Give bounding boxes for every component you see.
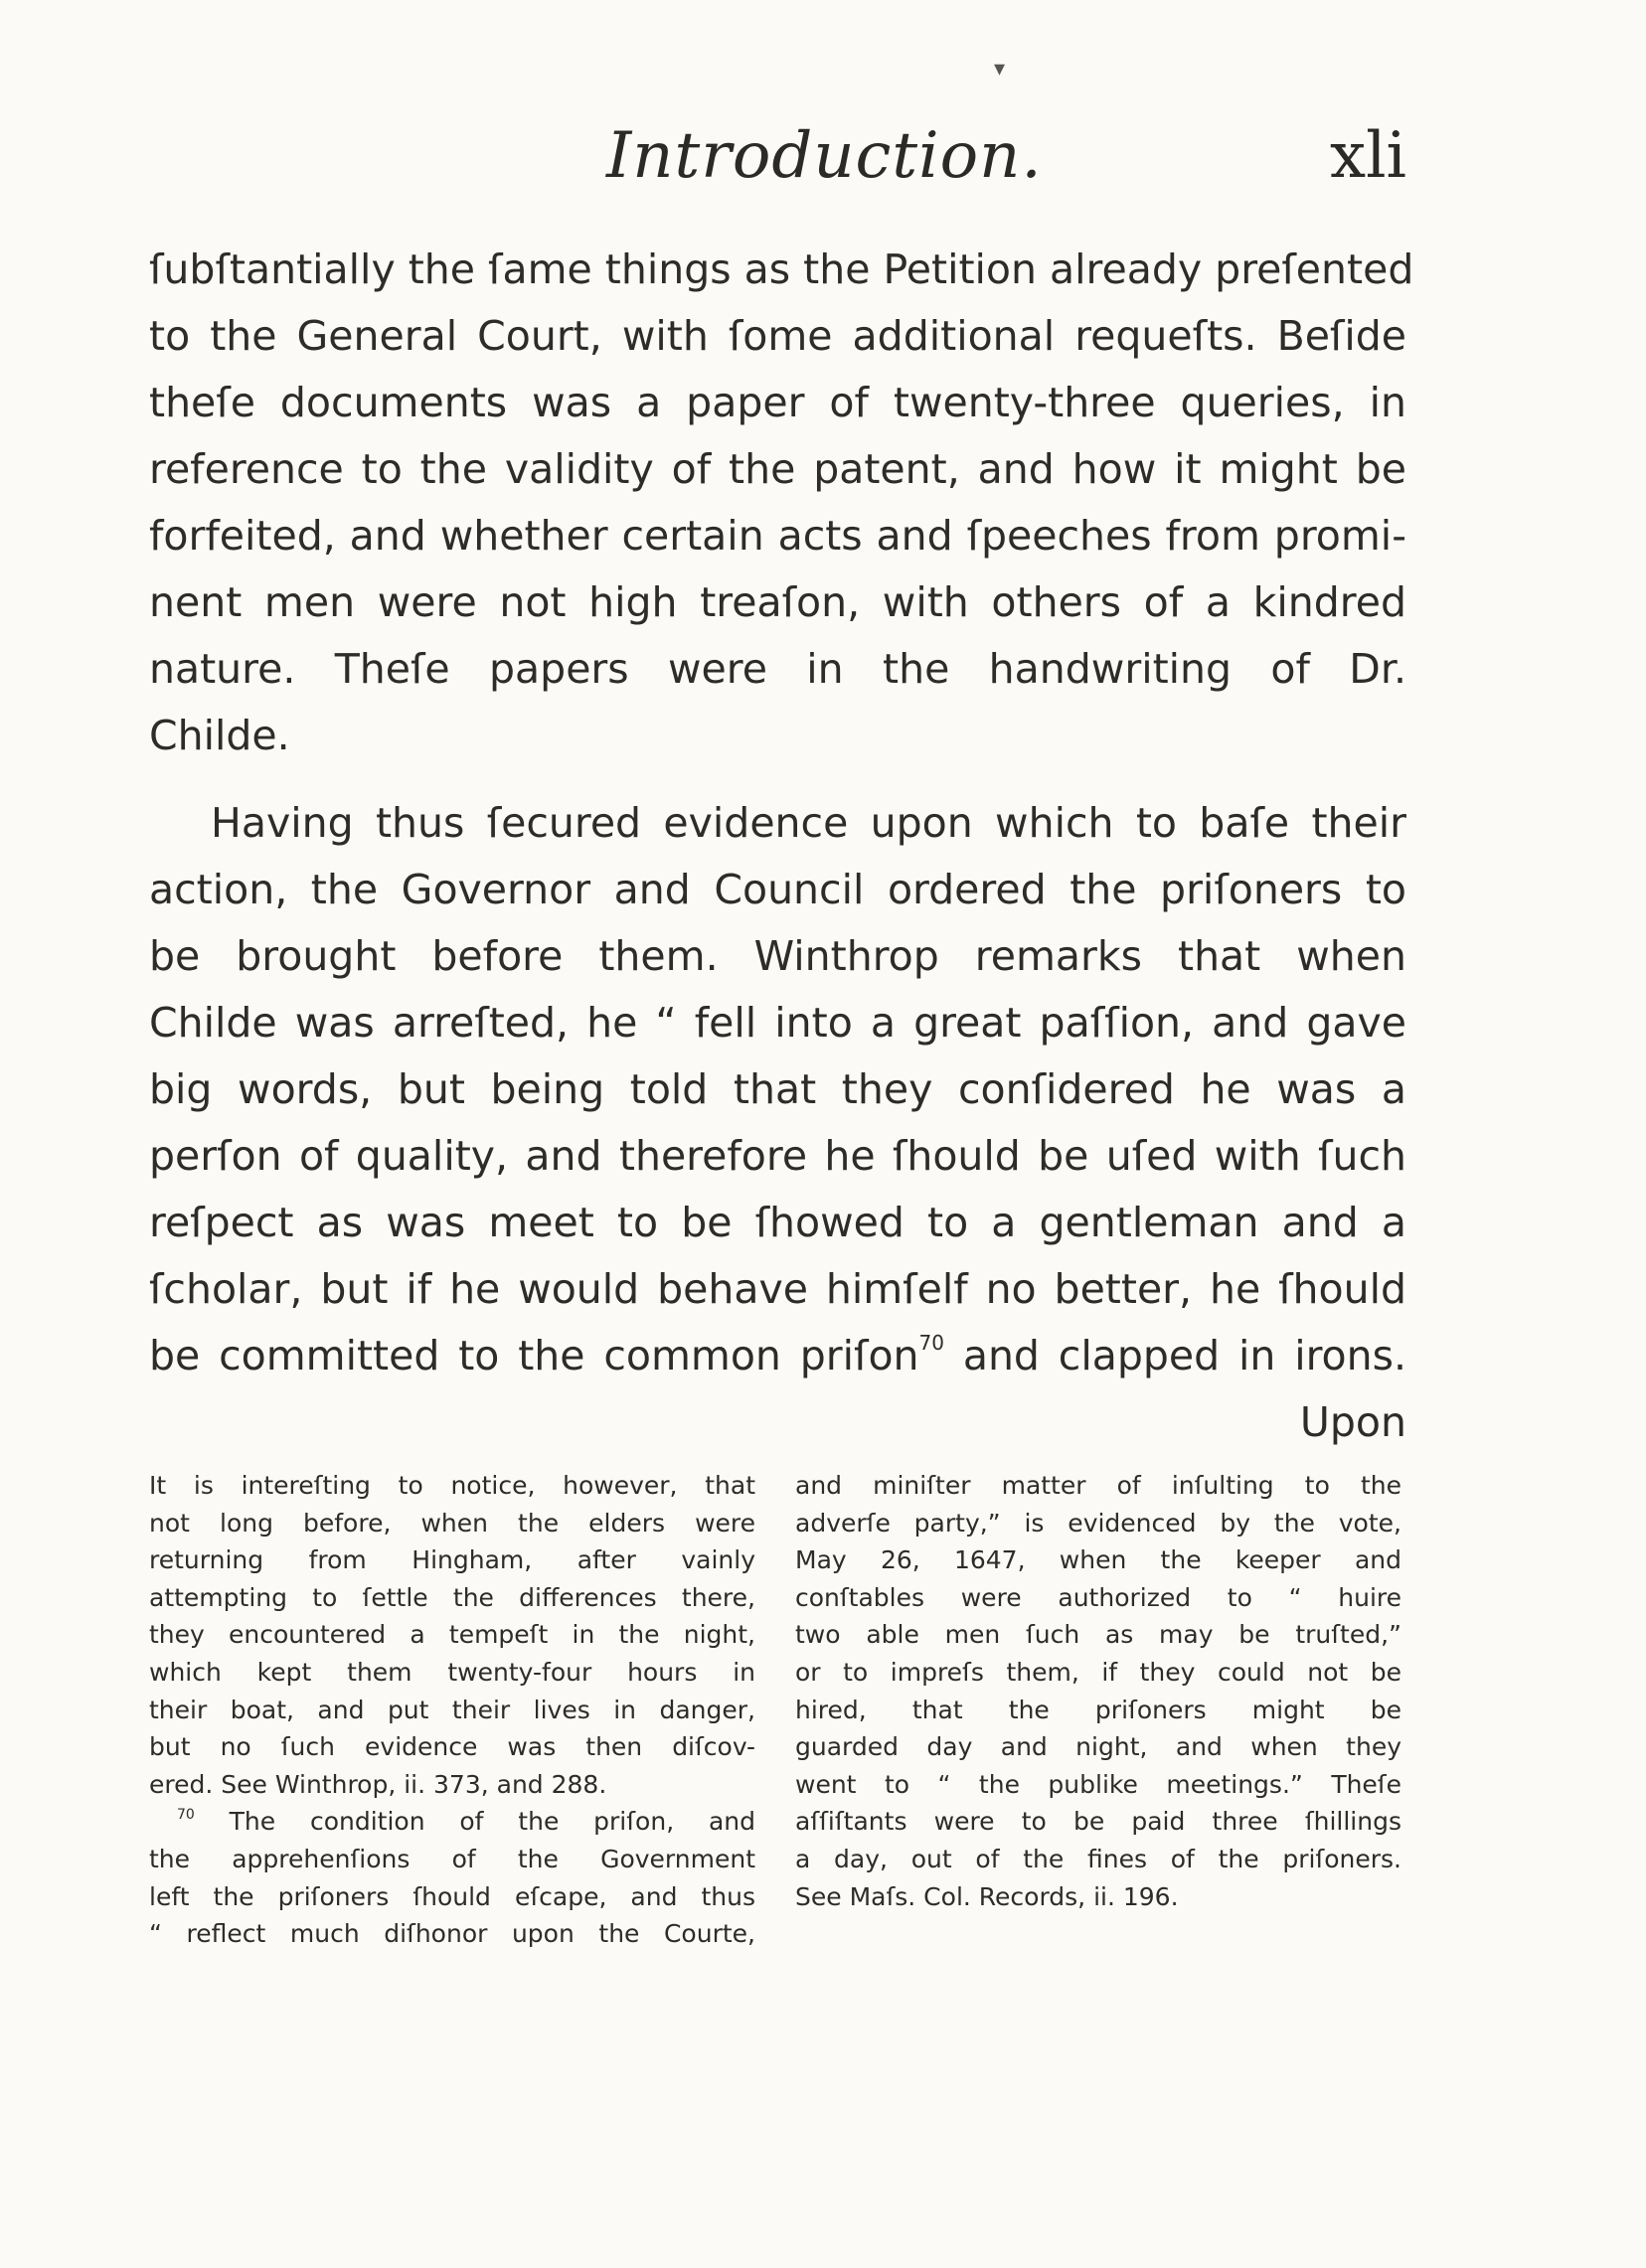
footnote-line: adverſe party,” is evidenced by the vote, — [795, 1508, 1401, 1538]
footnote-line: but no ſuch evidence was then diſcov- — [149, 1732, 755, 1762]
footnote-line: guarded day and night, and when they — [795, 1732, 1401, 1762]
footnote-line: ered. See Winthrop, ii. 373, and 288. — [149, 1769, 607, 1799]
footnote-line: “ reflect much diſhonor upon the Courte, — [149, 1919, 755, 1949]
text-fragment: and clapped in irons. — [943, 1332, 1407, 1379]
text-line: reference to the validity of the patent, and how it might be — [149, 445, 1406, 493]
footnote-line: See Maſs. Col. Records, ii. 196. — [795, 1881, 1179, 1911]
footnote-line: aſſiſtants were to be paid three ſhillings — [795, 1807, 1401, 1837]
text-line: reſpect as was meet to be ſhowed to a gentleman and a — [149, 1199, 1406, 1246]
footnote-line: May 26, 1647, when the keeper and — [795, 1545, 1401, 1575]
text-line: to the General Court, with ſome additional requeſts. Beſide — [149, 312, 1406, 360]
page-number: xli — [1329, 119, 1406, 193]
footnote-line: the apprehenſions of the Government — [149, 1844, 755, 1873]
footnote-line: conſtables were authorized to “ huire — [795, 1582, 1401, 1612]
footnote-line: not long before, when the elders were — [149, 1508, 755, 1538]
footnote-line: hired, that the priſoners might be — [795, 1695, 1401, 1724]
footnote-column-left — [149, 1467, 755, 1953]
text-line: ſcholar, but if he would behave himſelf no better, he ſhould — [149, 1265, 1406, 1313]
text-line: Childe was arreſted, he “ fell into a great paſſion, and gave — [149, 999, 1406, 1047]
text-line: theſe documents was a paper of twenty-three queries, in — [149, 379, 1406, 426]
printer-mark: ▾ — [994, 56, 1006, 81]
paragraph-gap — [149, 769, 1406, 790]
footnote-line: they encountered a tempeſt in the night, — [149, 1620, 755, 1650]
footnote-line: went to “ the publike meetings.” Theſe — [795, 1769, 1401, 1799]
running-header — [149, 119, 1406, 209]
footnote-line: attempting to ſettle the differences there, — [149, 1582, 755, 1612]
text-line: Having thus ſecured evidence upon which to baſe their — [211, 799, 1406, 847]
footnote-line: two able men ſuch as may be truſted,” — [795, 1620, 1401, 1650]
text-line: big words, but being told that they conſidered he was a — [149, 1065, 1406, 1113]
paragraph-2 — [149, 790, 1406, 1456]
paragraph-1 — [149, 237, 1414, 769]
footnote-reference-70[interactable]: 70 — [918, 1331, 944, 1355]
text-line: nature. Theſe papers were in the handwriting of Dr. — [149, 645, 1406, 693]
running-title: Introduction. — [606, 119, 1043, 193]
footnote-line: and miniſter matter of inſulting to the — [795, 1471, 1401, 1500]
text-line: perſon of quality, and therefore he ſhould be uſed with ſuch — [149, 1132, 1406, 1180]
text-fragment: be committed to the common priſon — [149, 1332, 919, 1379]
text-line: ſubſtantially the ſame things as the Petition already preſented — [149, 245, 1414, 293]
text-line: be brought before them. Winthrop remarks that when — [149, 932, 1406, 980]
footnote-line: their boat, and put their lives in danger, — [149, 1695, 755, 1724]
footnote-line: returning from Hingham, after vainly — [149, 1545, 755, 1575]
footnote-marker-70: 70 — [177, 1807, 195, 1824]
body-text — [149, 237, 1414, 1456]
text-line-with-reference — [149, 1323, 1406, 1389]
footnote-line: which kept them twenty-four hours in — [149, 1657, 755, 1687]
footnote-line: left the priſoners ſhould eſcape, and thus — [149, 1881, 755, 1911]
footnote-line: a day, out of the fines of the priſoners. — [795, 1844, 1401, 1873]
footnote-70-start — [149, 1803, 755, 1841]
catchword: Upon — [1299, 1398, 1406, 1446]
footnote-line: It is intereſting to notice, however, that — [149, 1471, 755, 1500]
text-line: nent men were not high treaſon, with others of a kindred — [149, 578, 1406, 626]
text-line: action, the Governor and Council ordered the priſoners to — [149, 866, 1406, 913]
footnote-line: or to impreſs them, if they could not be — [795, 1657, 1401, 1687]
text-fragment: The condition of the priſon, and — [194, 1807, 755, 1837]
text-line: forfeited, and whether certain acts and ſpeeches from promi- — [149, 512, 1406, 560]
footnote-column-right — [795, 1467, 1401, 1915]
text-line: Childe. — [149, 712, 290, 759]
